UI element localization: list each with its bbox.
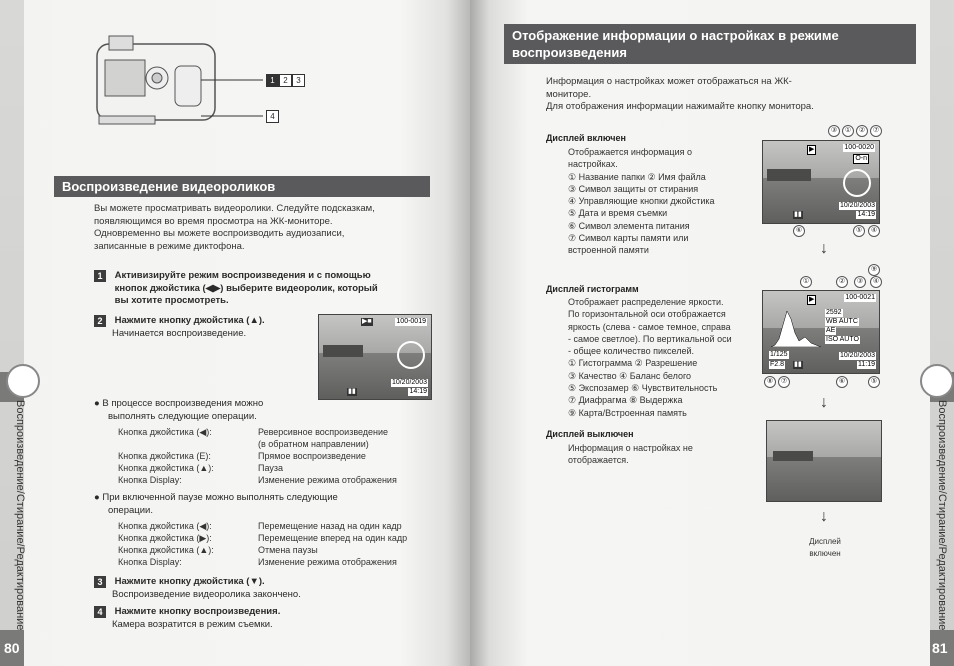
histogram-screen: ▶ 100-0021 2592 WB AUTC AE ISO AUTO 1/125 F2.8 ▮▮ 10/20/2003 11:19 — [762, 290, 880, 374]
battery-icon: ▮▮ — [794, 361, 802, 368]
bullet-ops-2: ● При включенной паузе можно выполнять следующие операции. — [94, 492, 338, 516]
step-4: 4 Нажмите кнопку воспроизведения. Камера возратится в режим съемки. — [94, 606, 434, 631]
display-on-title: Дисплей включен — [546, 133, 626, 143]
down-arrow-icon: ↓ — [820, 394, 828, 411]
down-arrow-icon: ↓ — [820, 508, 828, 525]
camera-label-4: 4 — [266, 110, 279, 123]
callout-8: ⑧ — [764, 376, 776, 388]
callout-7: ⑦ — [870, 125, 882, 137]
tab-circle — [920, 364, 954, 398]
callout-2: ② — [836, 276, 848, 288]
down-arrow-icon: ↓ — [820, 240, 828, 257]
step-3: 3 Нажмите кнопку джойстика (▼). Воспроизведение видеоролика закончено. — [94, 576, 434, 601]
play-icon: ▶ — [809, 146, 815, 153]
page-number: 81 — [932, 640, 948, 656]
intro-text: Информация о настройках может отображаться на ЖК- мониторе. Для отображения информации нажимайте кнопку монитора. — [546, 76, 814, 112]
joystick-icon — [397, 341, 425, 369]
callout-5: ⑤ — [853, 225, 865, 237]
page-number: 80 — [4, 640, 20, 656]
display-hist-title: Дисплей гистограмм — [546, 284, 639, 294]
callout-1: ① — [800, 276, 812, 288]
battery-icon: ▮▮ — [348, 388, 356, 395]
intro-text: Вы можете просматривать видеоролики. Следуйте подсказкам, появляющимся во время просмотра на ЖК-мониторе. Одновременно вы можете воспроизводить аудиозаписи, записанные в режиме диктофона. — [94, 203, 375, 252]
back-to-display-on: Дисплей включен — [809, 537, 841, 559]
step-2: 2 Нажмите кнопку джойстика (▲). Начинается воспроизведение. — [94, 315, 314, 340]
right-page — [470, 0, 954, 666]
camera-label-2: 2 — [279, 74, 292, 87]
video-icon: ▶■ — [362, 318, 372, 325]
play-icon: ▶ — [809, 296, 815, 303]
ops-table-1: Кнопка джойстика (◀): Реверсивное воспроизведение (в обратном направлении) Кнопка джойстика (Е): Прямое воспроизведение Кнопка джойстика (▲): Пауза Кнопка Display: Изменение режима отображения — [118, 427, 397, 485]
callout-3: ③ — [854, 276, 866, 288]
battery-icon: ▮▮ — [794, 211, 802, 218]
section-title: Отображение информации о настройках в режиме воспроизведения — [504, 24, 916, 64]
side-text: Воспроизведение/Стирание/Редактирование — [14, 400, 26, 631]
step-1: 1 Активизируйте режим воспроизведения и с помощью кнопок джойстика (◀▶) выберите видеоролик, который вы хотите просмотреть. — [94, 270, 439, 308]
callout-1: ① — [842, 125, 854, 137]
camera-label-3: 3 — [292, 74, 305, 87]
callout-2: ② — [856, 125, 868, 137]
video-playback-screen: 100-0019 ▶■ 10/20/2003 14:19 ▮▮ — [318, 314, 432, 400]
step-number: 1 — [94, 270, 106, 282]
display-off-text: Информация о настройках не отображается. — [568, 443, 693, 466]
left-page — [0, 0, 470, 666]
ops-table-2: Кнопка джойстика (◀): Перемещение назад на один кадр Кнопка джойстика (▶): Перемещение вперед на один кадр Кнопка джойстика (▲): Отмена паузы Кнопка Display: Изменение режима отображения — [118, 521, 408, 567]
display-hist-list: Отображает распределение яркости. По горизонтальной оси отображается яркость (слева - самое темное, справа - самое светлое). По вертикальной оси - общее количество пикселей. ① Гистограмма ② Разрешение ③ Качество ④ Баланс белого ⑤ Экспозамер ⑥ Чувствительность ⑦ Диафрагма ⑧ Выдержка ⑨ Карта/Встроенная память — [568, 297, 732, 418]
histogram-graph — [771, 305, 821, 347]
section-title: Воспроизведение видеороликов — [54, 176, 430, 197]
callout-4: ④ — [868, 225, 880, 237]
display-on-screen: ▶ 100-0020 O-n 10/20/2003 14:19 ▮▮ — [762, 140, 880, 224]
display-off-screen — [766, 420, 882, 502]
callout-3: ③ — [828, 125, 840, 137]
display-on-list: Отображается информация о настройках. ① Название папки ② Имя файла ③ Символ защиты от стирания ④ Управляющие кнопки джойстика ⑤ Дата и время съемки ⑥ Символ элемента питания ⑦ Символ карты памяти или встроенной памяти — [568, 147, 715, 256]
protect-icon: O-n — [855, 155, 867, 162]
side-text: Воспроизведение/Стирание/Редактирование — [936, 400, 948, 631]
callout-4: ④ — [870, 276, 882, 288]
tab-circle — [6, 364, 40, 398]
callout-7: ⑦ — [778, 376, 790, 388]
display-off-title: Дисплей выключен — [546, 429, 634, 439]
bullet-ops-1: ● В процессе воспроизведения можно выполнять следующие операции. — [94, 398, 264, 422]
callout-6: ⑥ — [836, 376, 848, 388]
camera-label-1: 1 — [266, 74, 279, 87]
joystick-icon — [843, 169, 871, 197]
callout-9: ⑨ — [868, 264, 880, 276]
callout-6: ⑥ — [793, 225, 805, 237]
callout-5: ⑤ — [868, 376, 880, 388]
right-side-tab — [930, 0, 954, 666]
left-side-tab — [0, 0, 24, 666]
